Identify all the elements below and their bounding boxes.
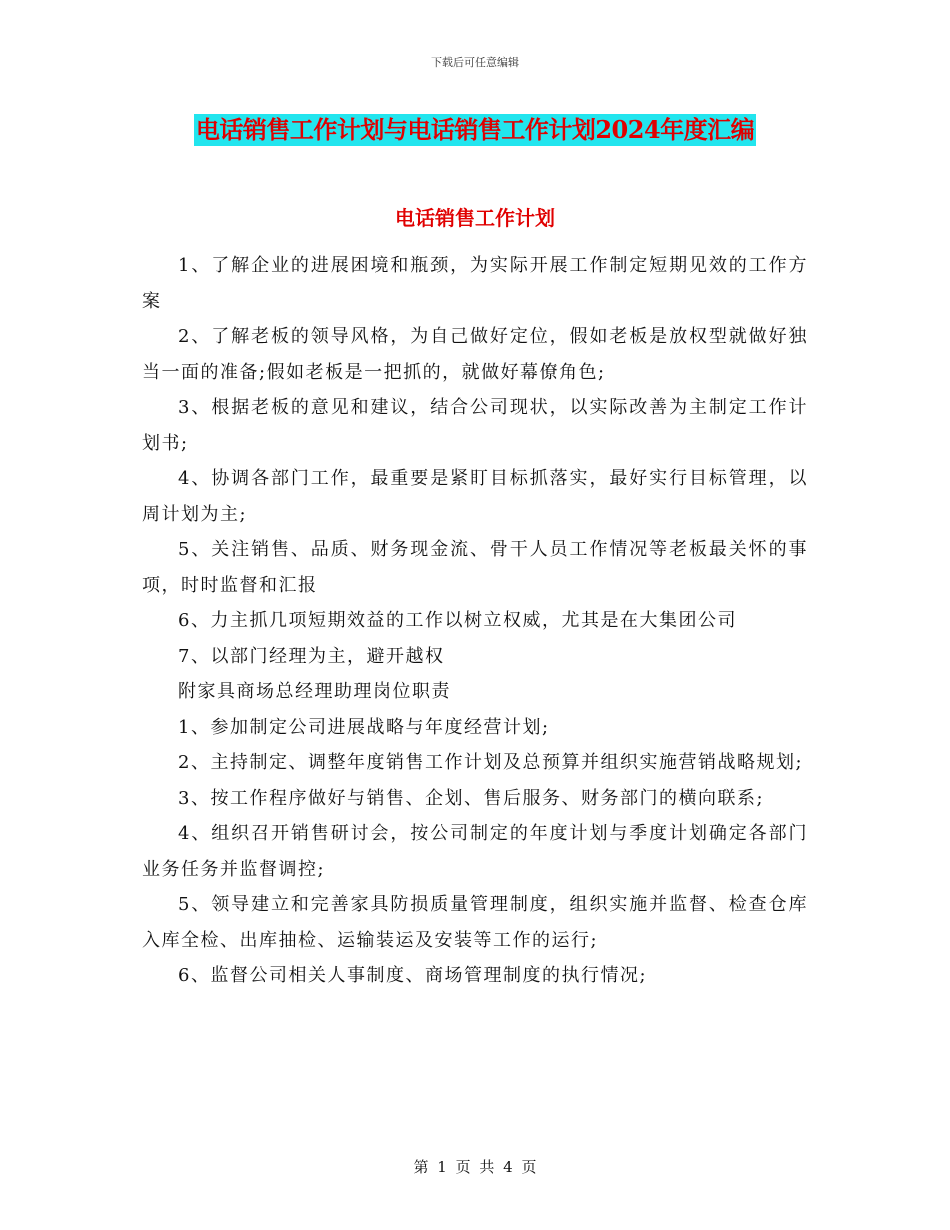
document-body [142,248,808,994]
section-title: 电话销售工作计划 [395,206,555,230]
paragraph: 6、监督公司相关人事制度、商场管理制度的执行情况; [178,965,648,986]
paragraph: 附家具商场总经理助理岗位职责 [178,681,451,702]
page-number: 第 1 页 共 4 页 [413,1158,537,1176]
paragraph: 3、按工作程序做好与销售、企划、售后服务、财务部门的横向联系; [178,787,765,809]
paragraph: 4、组织召开销售研讨会，按公司制定的年度计划与季度计划确定各部门业务任务并监督调控; [142,823,808,880]
header-note: 下载后可任意编辑 [431,56,519,69]
paragraph: 4、协调各部门工作，最重要是紧盯目标抓落实，最好实行目标管理，以周计划为主; [142,468,808,525]
paragraph: 1、参加制定公司进展战略与年度经营计划; [178,716,550,738]
paragraph: 5、关注销售、品质、财务现金流、骨干人员工作情况等老板最关怀的事项，时时监督和汇报 [142,539,808,596]
document-title: 电话销售工作计划与电话销售工作计划2024年度汇编 [195,115,755,144]
paragraph: 5、领导建立和完善家具防损质量管理制度，组织实施并监督、检查仓库入库全检、出库抽检、运输装运及安装等工作的运行; [142,894,808,951]
paragraph: 6、力主抓几项短期效益的工作以树立权威，尤其是在大集团公司 [178,610,737,631]
paragraph: 3、根据老板的意见和建议，结合公司现状，以实际改善为主制定工作计划书; [142,397,808,454]
paragraph: 2、了解老板的领导风格，为自己做好定位，假如老板是放权型就做好独当一面的准备;假如老板是一把抓的，就做好幕僚角色; [142,326,808,383]
paragraph: 1、了解企业的进展困境和瓶颈，为实际开展工作制定短期见效的工作方案 [142,255,808,312]
paragraph: 7、以部门经理为主，避开越权 [178,645,445,667]
document-title-container [0,114,950,146]
paragraph: 2、主持制定、调整年度销售工作计划及总预算并组织实施营销战略规划; [178,752,804,773]
